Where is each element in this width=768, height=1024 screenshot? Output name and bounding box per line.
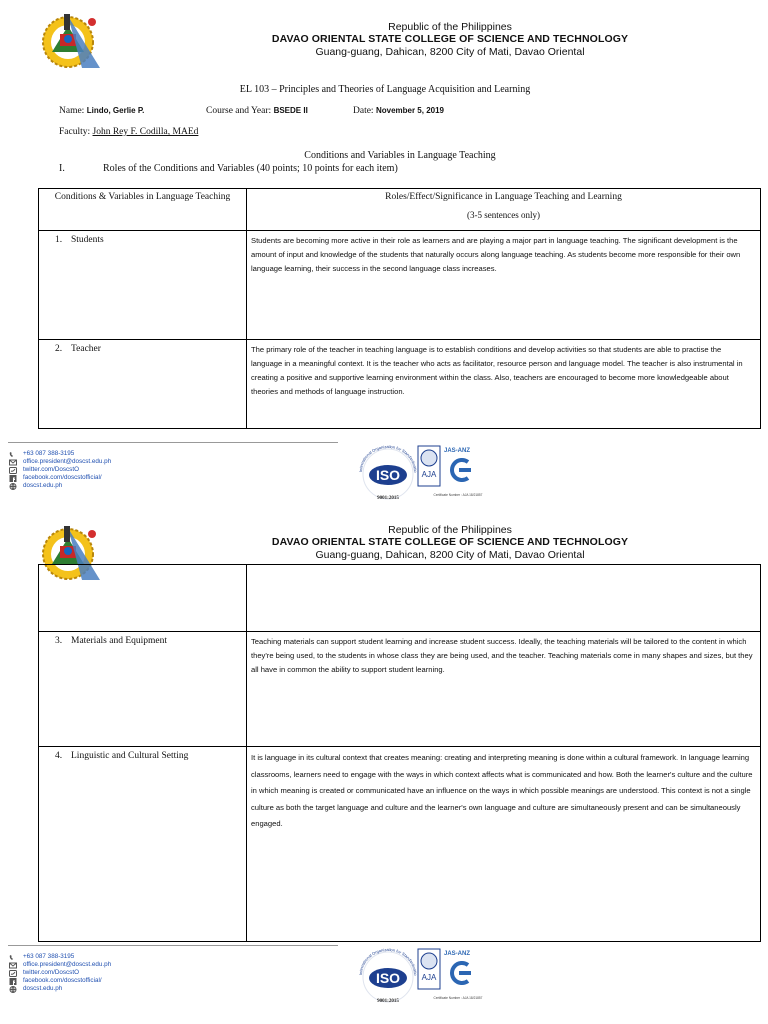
row-answer-teacher: The primary role of the teacher in teaching language is to establish conditions and develop activities so that students are able to practise the language in a meaningful context. It is the teacher who acts as facilitator, resource person and language model. The teacher is also instrumental in creating a positive and supportive learning environment within the class. Also, teachers are encouraged to become more knowledgeable about theories and methods of language instruction.: [247, 340, 761, 429]
certificate-number: Certificate Number : AJA 18/21857: [433, 493, 483, 497]
table-row: [39, 632, 761, 747]
col2-header: [247, 189, 761, 231]
contact-twitter: [8, 969, 111, 977]
aja-text: AJA: [421, 470, 437, 479]
page-footer: [8, 945, 748, 1009]
contact-twitter: [8, 466, 111, 474]
iso-org-arc-text: International Organization for Standardizatio: [358, 444, 419, 473]
faculty-name: John Rey F. Codilla, MAEd: [92, 127, 199, 137]
name-field: [59, 106, 144, 116]
page-footer: [8, 442, 748, 506]
iso-text: ISO: [375, 970, 401, 986]
row-label-text: Materials and Equipment: [71, 636, 168, 646]
name-value: Lindo, Gerlie P.: [86, 106, 145, 115]
college-name: DAVAO ORIENTAL STATE COLLEGE OF SCIENCE AND TECHNOLOGY: [271, 33, 629, 45]
iso-badge: [358, 444, 418, 501]
twitter-icon: [8, 970, 17, 977]
iso-badge: [358, 947, 418, 1004]
college-seal-logo: [38, 12, 104, 70]
iso-text: ISO: [375, 467, 401, 483]
col1-header: Conditions & Variables in Language Teaching: [39, 189, 247, 231]
contact-phone: [8, 450, 111, 458]
row-answer-materials: Teaching materials can support student learning and increase student success. Ideally, the teaching materials will be tailored to the content in which they're being used, to the students in whose class they are being used, and the teacher. Teaching materials come in many shapes and sizes, but they all have in common the ability to support student learning.: [247, 632, 761, 747]
email-icon: [8, 962, 17, 969]
contact-facebook: [8, 474, 111, 482]
continued-label-cell: [39, 565, 247, 632]
course-title: EL 103 – Principles and Theories of Language Acquisition and Learning: [239, 84, 531, 95]
row-number: 2.: [55, 344, 63, 354]
row-answer-linguistic-cultural: It is language in its cultural context that creates meaning: creating and interpreting meaning is done within a cultural framework. In language learning classrooms, learners need to engage with the ways in which context affects what is communicated and how. Both the learner's culture and the culture in which meaning is created or communicated have an influence on the ways in which possible meanings are understood. This context is not a single culture as both the target language and culture and the learner's own language and culture are simultaneously present and can be simultaneously engaged.: [247, 747, 761, 942]
iso-org-arc-text: International Organization for Standardizatio: [358, 947, 419, 976]
contact-text: office.president@doscst.edu.ph: [23, 458, 112, 465]
course-year-value: BSEDE II: [273, 106, 308, 115]
row-answer-students: Students are becoming more active in their role as learners and are playing a major part in language teaching. The significant development is the amount of input and knowledge of the students that naturally occurs along language teaching. As students become more responsible for their own language learning, their success in the second language class increases.: [247, 231, 761, 340]
contact-list: [8, 953, 111, 993]
college-header: [200, 524, 700, 561]
college-address: Guang-guang, Dahican, 8200 City of Mati, Davao Oriental: [315, 549, 585, 561]
table-row: [39, 340, 761, 429]
footer-rule: [8, 945, 338, 946]
certificate-number: Certificate Number : AJA 18/21857: [433, 996, 483, 1000]
faculty-label: Faculty:: [59, 127, 91, 137]
section-heading: [59, 163, 398, 174]
email-icon: [8, 459, 17, 466]
table-row: [39, 231, 761, 340]
section-heading-text: Roles of the Conditions and Variables (40 points; 10 points for each item): [103, 163, 398, 174]
contact-list: [8, 450, 111, 490]
row-label-text: Teacher: [71, 344, 101, 354]
course-year-field: [206, 106, 308, 116]
row-label-materials: [39, 632, 247, 747]
aja-badge: [418, 949, 440, 989]
contact-text: facebook.com/doscstofficial/: [23, 977, 102, 984]
row-number: 1.: [55, 235, 63, 245]
course-year-label: Course and Year:: [206, 106, 272, 116]
date-value: November 5, 2019: [375, 106, 444, 115]
contact-text: +63 087 388-3195: [23, 953, 75, 960]
row-label-teacher: [39, 340, 247, 429]
contact-text: facebook.com/doscstofficial/: [23, 474, 102, 481]
iso-standard-text: 9001:2015: [377, 999, 399, 1004]
row-label-linguistic-cultural: [39, 747, 247, 942]
iso-certification-badges: [358, 444, 488, 504]
contact-phone: [8, 953, 111, 961]
aja-badge: [418, 446, 440, 486]
iso-certification-badges: [358, 947, 488, 1007]
col2-header-note: (3-5 sentences only): [467, 210, 540, 220]
contact-text: twitter.com/DoscstO: [23, 466, 79, 473]
section-title: Conditions and Variables in Language Teaching: [304, 150, 496, 161]
globe-icon: [8, 986, 17, 993]
table-header-row: [39, 189, 761, 231]
phone-icon: [8, 954, 17, 961]
contact-facebook: [8, 977, 111, 985]
facebook-icon: [8, 475, 17, 482]
name-label: Name:: [59, 106, 85, 116]
row-label-text: Students: [71, 235, 104, 245]
contact-email: [8, 961, 111, 969]
contact-email: [8, 458, 111, 466]
row-label-students: [39, 231, 247, 340]
college-address: Guang-guang, Dahican, 8200 City of Mati, Davao Oriental: [315, 46, 585, 58]
twitter-icon: [8, 467, 17, 474]
iso-standard-text: 9001:2015: [377, 496, 399, 501]
table-row: [39, 747, 761, 942]
jas-anz-badge: [444, 951, 471, 983]
jas-anz-text: JAS-ANZ: [444, 448, 471, 454]
roles-table-page-2: [38, 564, 761, 942]
republic-line: Republic of the Philippines: [388, 524, 512, 536]
contact-text: +63 087 388-3195: [23, 450, 75, 457]
jas-anz-badge: [444, 448, 471, 480]
section-numeral: I.: [59, 163, 65, 174]
contact-text: doscst.edu.ph: [23, 985, 63, 992]
faculty-field: [59, 127, 198, 137]
row-number: 3.: [55, 636, 63, 646]
row-number: 4.: [55, 751, 63, 761]
continued-answer-cell: [247, 565, 761, 632]
roles-table-page-1: [38, 188, 761, 429]
aja-text: AJA: [421, 973, 437, 982]
republic-line: Republic of the Philippines: [388, 21, 512, 33]
contact-text: office.president@doscst.edu.ph: [23, 961, 112, 968]
table-row-continued: [39, 565, 761, 632]
date-label: Date:: [353, 106, 374, 116]
contact-website: [8, 482, 111, 490]
facebook-icon: [8, 978, 17, 985]
jas-anz-text: JAS-ANZ: [444, 951, 471, 957]
contact-text: twitter.com/DoscstO: [23, 969, 79, 976]
phone-icon: [8, 451, 17, 458]
college-header: [200, 21, 700, 58]
col2-header-title: Roles/Effect/Significance in Language Teaching and Learning: [385, 192, 622, 202]
college-name: DAVAO ORIENTAL STATE COLLEGE OF SCIENCE AND TECHNOLOGY: [271, 536, 629, 548]
document-page-2: [0, 512, 768, 1024]
row-label-text: Linguistic and Cultural Setting: [71, 751, 189, 761]
contact-text: doscst.edu.ph: [23, 482, 63, 489]
contact-website: [8, 985, 111, 993]
footer-rule: [8, 442, 338, 443]
globe-icon: [8, 483, 17, 490]
date-field: [353, 106, 444, 116]
